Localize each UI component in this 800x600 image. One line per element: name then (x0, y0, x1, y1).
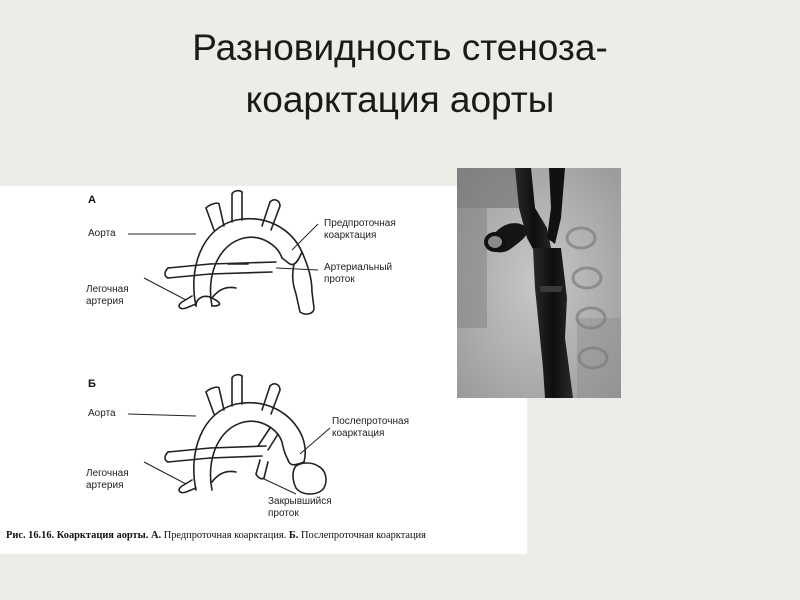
slide-title (0, 22, 800, 126)
label-a-pulmonary-1: Легочная (86, 284, 129, 295)
caption-a-text: Предпроточная коарктация. (163, 530, 287, 541)
label-a-preductal-1: Предпроточная (324, 218, 396, 229)
panel-b (165, 375, 326, 494)
figure-caption (6, 530, 526, 541)
label-b-postductal-2: коарктация (332, 428, 385, 439)
caption-b-letter: Б. (288, 530, 299, 541)
label-a-duct-2: проток (324, 274, 355, 285)
label-b-pulmonary-2: артерия (86, 480, 124, 491)
caption-b-text: Послепроточная коарктация (300, 530, 426, 541)
panel-a-letter: А (88, 194, 96, 206)
panel-b-pointers (128, 414, 330, 494)
panel-b-letter: Б (88, 378, 96, 390)
label-b-aorta: Аорта (88, 408, 116, 419)
label-a-duct-1: Артериальный (324, 262, 393, 273)
caption-a-letter: А. (150, 530, 162, 541)
coarctation-diagram (0, 186, 527, 554)
label-a-pulmonary-2: артерия (86, 296, 124, 307)
label-b-postductal-1: Послепроточная (332, 416, 409, 427)
panel-a (165, 191, 314, 314)
label-a-aorta: Аорта (88, 228, 116, 239)
label-b-pulmonary-1: Легочная (86, 468, 129, 479)
label-b-closed-duct-1: Закрывшийся (268, 496, 332, 507)
title-line-2: коарктация аорты (245, 79, 555, 120)
caption-title: Коарктация аорты. (56, 530, 149, 541)
angiogram-svg (457, 168, 621, 398)
caption-prefix: Рис. 16.16. (6, 530, 55, 541)
label-b-closed-duct-2: проток (268, 508, 299, 519)
diagram-svg (0, 186, 527, 554)
angiogram-image (457, 168, 621, 398)
title-line-1: Разновидность стеноза- (192, 27, 608, 68)
label-a-preductal-2: коарктация (324, 230, 377, 241)
